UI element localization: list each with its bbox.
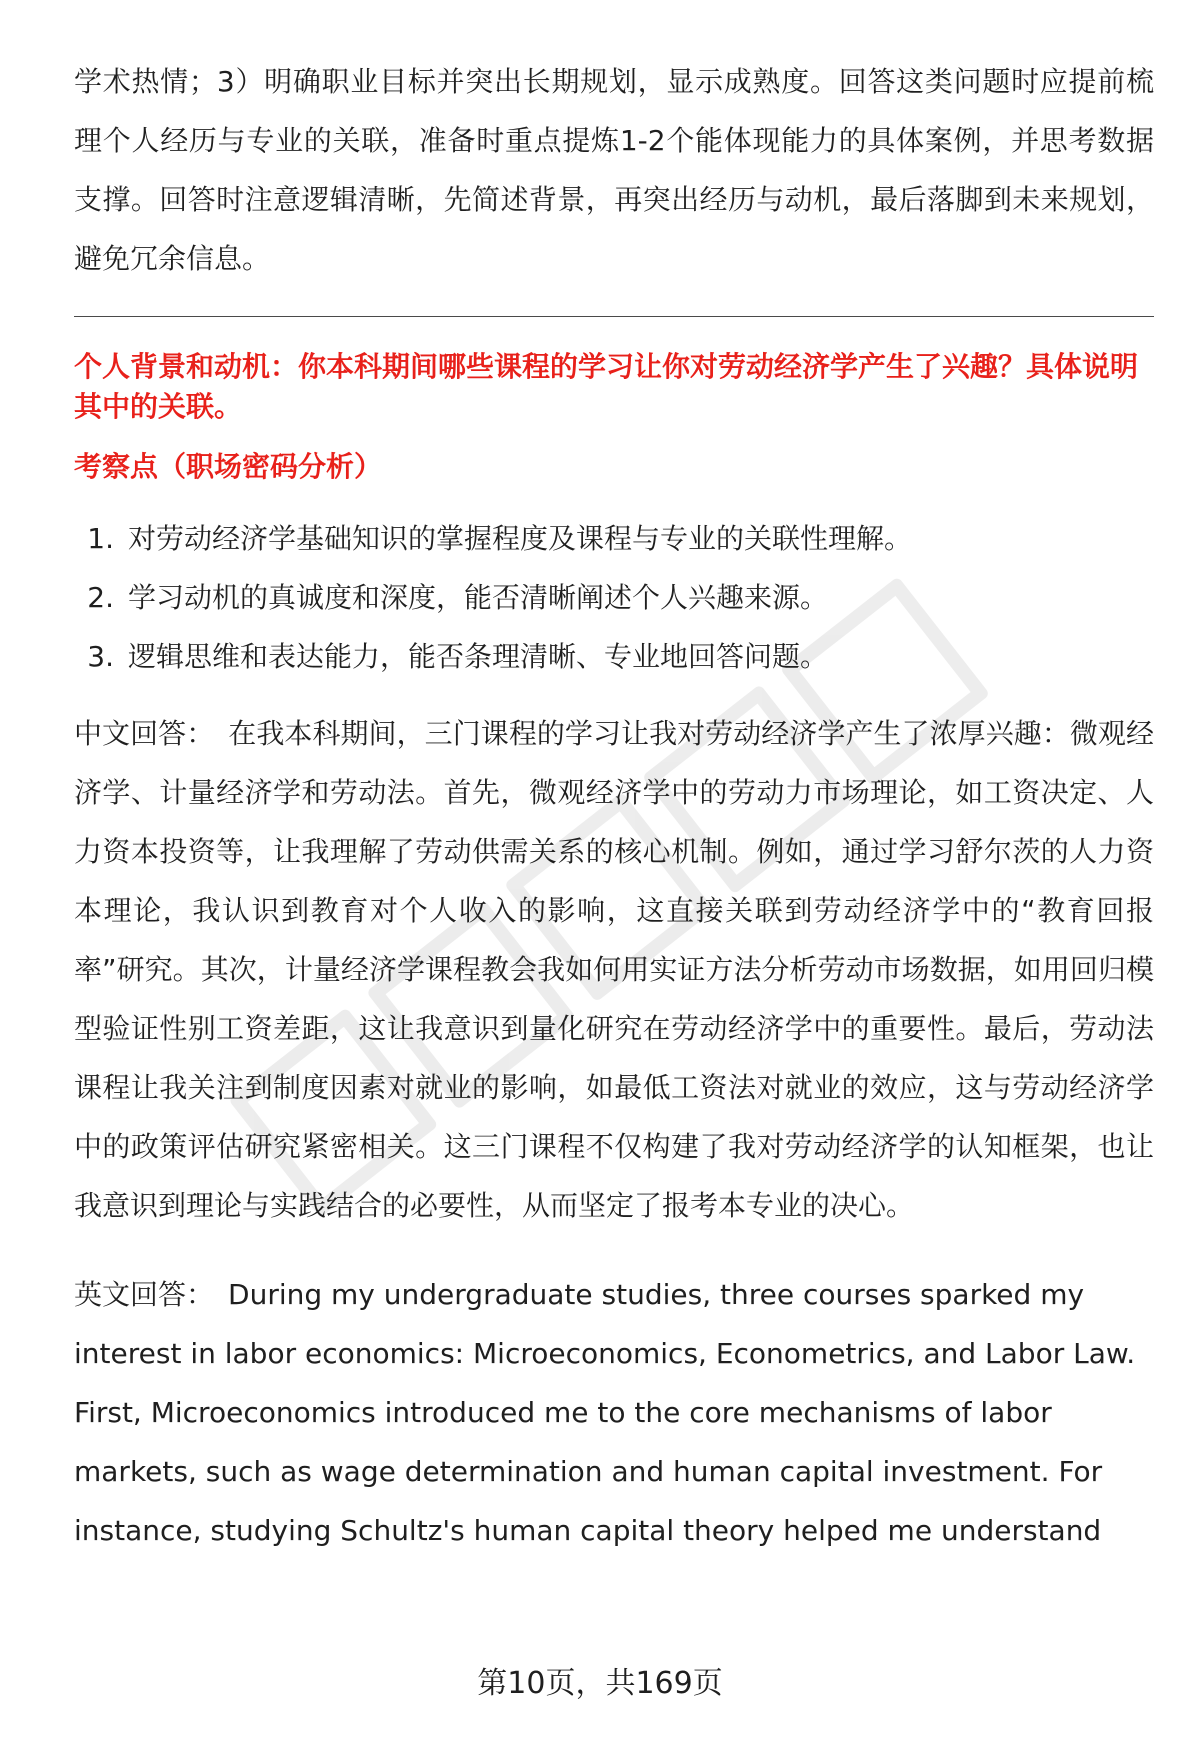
list-number: 3.: [87, 640, 114, 673]
list-number: 1.: [87, 522, 114, 555]
list-text: 学习动机的真诚度和深度，能否清晰阐述个人兴趣来源。: [128, 581, 829, 614]
question-heading: 个人背景和动机：你本科期间哪些课程的学习让你对劳动经济学产生了兴趣？具体说明其中的关联。: [74, 350, 1139, 423]
chinese-answer-text: 在我本科期间，三门课程的学习让我对劳动经济学产生了浓厚兴趣：微观经济学、计量经济学和劳动法。首先，微观经济学中的劳动力市场理论，如工资决定、人力资本投资等，让我理解了劳动供需关系的核心机制。例如，通过学习舒尔茨的人力资本理论，我认识到教育对个人收入的影响，这直接关联到劳动经济学中的“教育回报率”研究。其次，计量经济学课程教会我如何用实证方法分析劳动市场数据，如用回归模型验证性别工资差距，这让我意识到量化研究在劳动经济学中的重要性。最后，劳动法课程让我关注到制度因素对就业的影响，如最低工资法对就业的效应，这与劳动经济学中的政策评估研究紧密相关。这三门课程不仅构建了我对劳动经济学的认知框架，也让我意识到理论与实践结合的必要性，从而坚定了报考本专业的决心。: [74, 717, 1154, 1222]
document-page: [74, 52, 1154, 1560]
list-item: [74, 568, 1154, 627]
section-divider: [74, 316, 1154, 317]
page-footer: 第10页，共169页: [477, 1666, 723, 1701]
english-answer-paragraph: [74, 1265, 1154, 1560]
list-item: [74, 627, 1154, 686]
chinese-answer-paragraph: [74, 704, 1154, 1235]
list-number: 2.: [87, 581, 114, 614]
list-text: 逻辑思维和表达能力，能否条理清晰、专业地回答问题。: [128, 640, 829, 673]
assessment-heading: 考察点（职场密码分析）: [74, 450, 383, 483]
assessment-list: [74, 509, 1154, 686]
english-answer-label: 英文回答：: [74, 1278, 215, 1311]
english-answer-text: During my undergraduate studies, three courses sparked my interest in labor economics: Microeconomics, Econometrics, and Labor Law. First, Microeconomics introduced me to the core mechanisms of labor markets, such as wage determination and human capital investment. For instance, studying Schultz's human capital theory helped me understand: [74, 1278, 1136, 1547]
list-text: 对劳动经济学基础知识的掌握程度及课程与专业的关联性理解。: [128, 522, 913, 555]
list-item: [74, 509, 1154, 568]
chinese-answer-label: 中文回答：: [74, 717, 215, 750]
intro-paragraph: 学术热情；3）明确职业目标并突出长期规划，显示成熟度。回答这类问题时应提前梳理个人经历与专业的关联，准备时重点提炼1-2个能体现能力的具体案例，并思考数据支撑。回答时注意逻辑清晰，先简述背景，再突出经历与动机，最后落脚到未来规划，避免冗余信息。: [74, 65, 1154, 275]
